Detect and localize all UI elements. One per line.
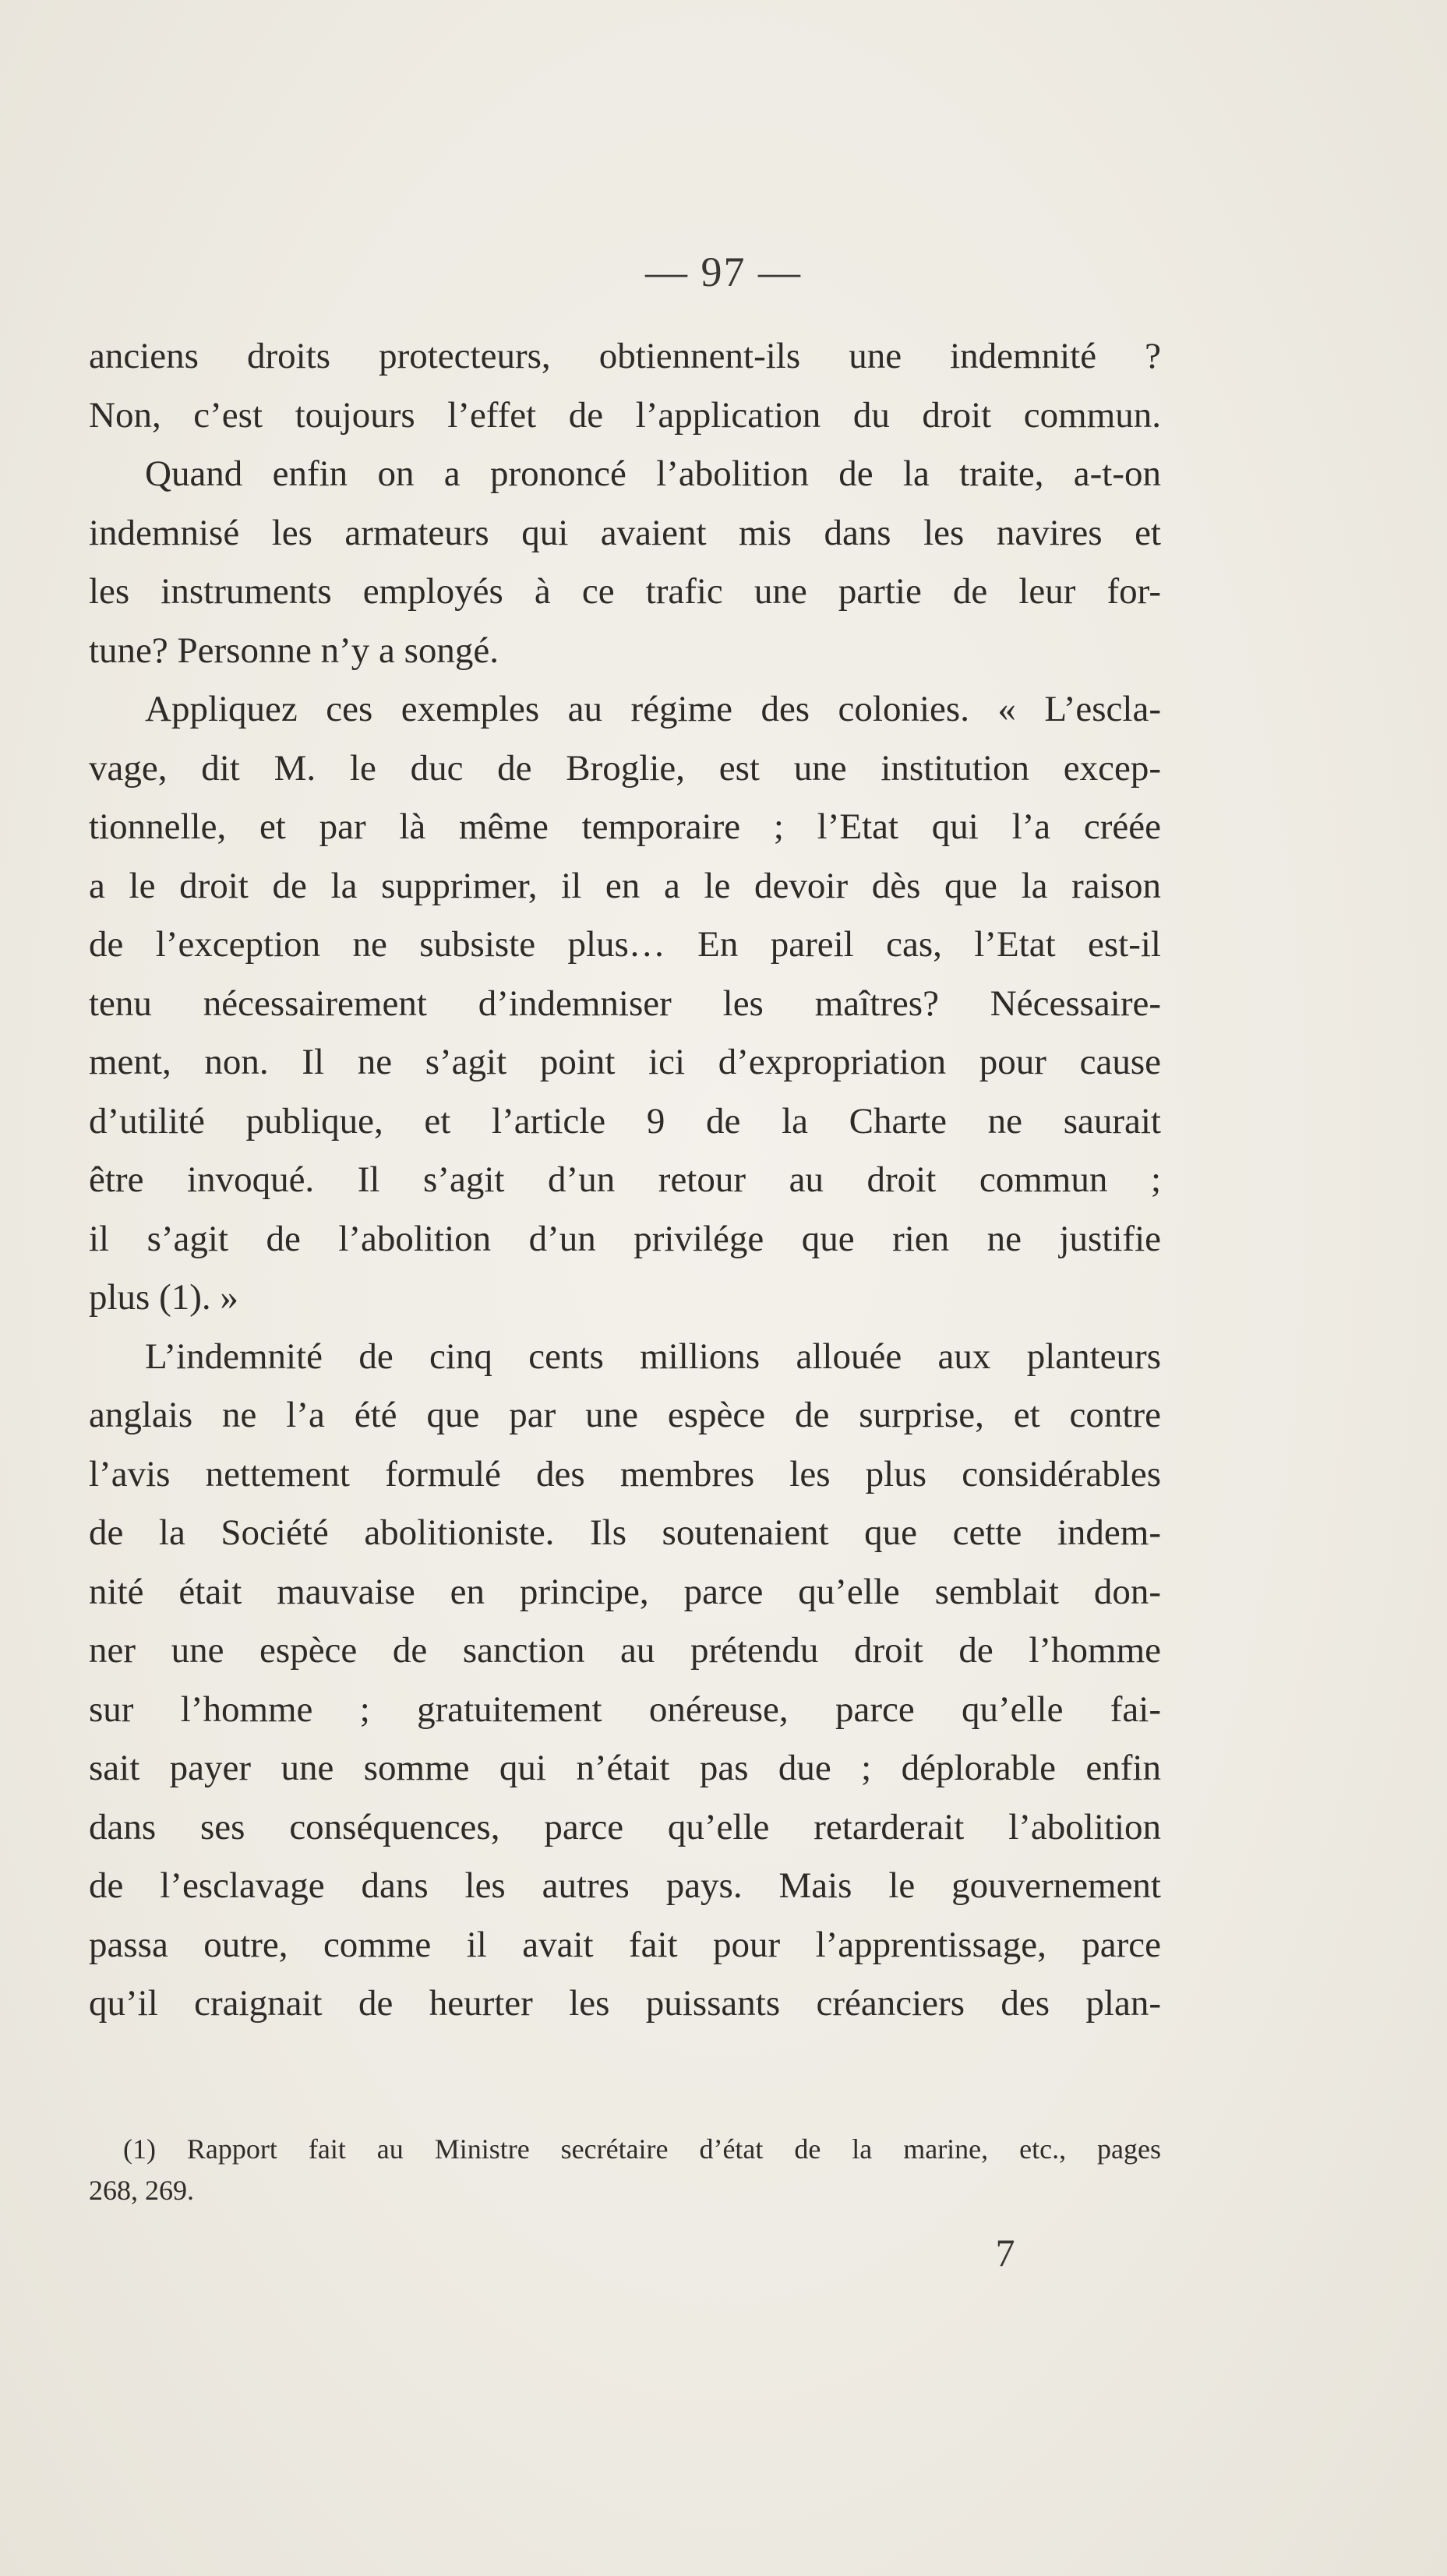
page-number: — 97 — xyxy=(645,249,802,295)
footnote-line: 268, 269. xyxy=(89,2175,194,2206)
text-line: d’utilité publique, et l’article 9 de la Charte ne saurait xyxy=(89,1100,1161,1142)
text-line: indemnisé les armateurs qui avaient mis dans les navires et xyxy=(89,512,1161,553)
text-line: de l’exception ne subsiste plus… En pareil cas, l’Etat est-il xyxy=(89,924,1161,965)
signature-mark: 7 xyxy=(995,2231,1015,2274)
text-line: passa outre, comme il avait fait pour l’apprentissage, parce xyxy=(89,1924,1161,1965)
text-line: plus (1). » xyxy=(89,1277,238,1318)
text-line: les instruments employés à ce trafic une partie de leur for- xyxy=(89,571,1161,612)
text-line: l’avis nettement formulé des membres les plus considérables xyxy=(89,1453,1161,1494)
text-line: ner une espèce de sanction au prétendu droit de l’homme xyxy=(89,1630,1161,1671)
text-line: de l’esclavage dans les autres pays. Mais le gouvernement xyxy=(89,1865,1161,1906)
text-line: Non, c’est toujours l’effet de l’application du droit commun. xyxy=(89,394,1161,436)
footnote-line: (1) Rapport fait au Ministre secrétaire d’état de la marine, etc., pages xyxy=(123,2133,1161,2165)
text-line: a le droit de la supprimer, il en a le devoir dès que la raison xyxy=(89,865,1161,906)
text-line: il s’agit de l’abolition d’un privilége que rien ne justifie xyxy=(89,1218,1161,1259)
text-line: anciens droits protecteurs, obtiennent-ils une indemnité ? xyxy=(89,336,1161,376)
text-line: tenu nécessairement d’indemniser les maîtres? Nécessaire- xyxy=(89,983,1161,1024)
text-line: sait payer une somme qui n’était pas due ; déplorable enfin xyxy=(89,1748,1161,1788)
body-text xyxy=(89,327,1161,2034)
text-line: tionnelle, et par là même temporaire ; l’Etat qui l’a créée xyxy=(89,806,1161,847)
text-line: Quand enfin on a prononcé l’abolition de la traite, a-t-on xyxy=(145,453,1161,494)
text-line: sur l’homme ; gratuitement onéreuse, parce qu’elle fai- xyxy=(89,1689,1161,1730)
text-line: qu’il craignait de heurter les puissants créanciers des plan- xyxy=(89,1983,1161,2024)
text-line: anglais ne l’a été que par une espèce de surprise, et contre xyxy=(89,1395,1161,1435)
text-line: L’indemnité de cinq cents millions allouée aux planteurs xyxy=(145,1336,1161,1377)
text-line: dans ses conséquences, parce qu’elle retarderait l’abolition xyxy=(89,1806,1161,1847)
text-line: tune? Personne n’y a songé. xyxy=(89,630,499,671)
text-line: ment, non. Il ne s’agit point ici d’expropriation pour cause xyxy=(89,1042,1161,1082)
footnote xyxy=(89,2129,1161,2211)
text-line: nité était mauvaise en principe, parce qu’elle semblait don- xyxy=(89,1571,1161,1612)
text-line: Appliquez ces exemples au régime des colonies. « L’escla- xyxy=(145,689,1161,729)
text-line: de la Société abolitioniste. Ils soutenaient que cette indem- xyxy=(89,1512,1161,1553)
text-line: être invoqué. Il s’agit d’un retour au droit commun ; xyxy=(89,1159,1161,1200)
text-line: vage, dit M. le duc de Broglie, est une institution excep- xyxy=(89,747,1161,789)
